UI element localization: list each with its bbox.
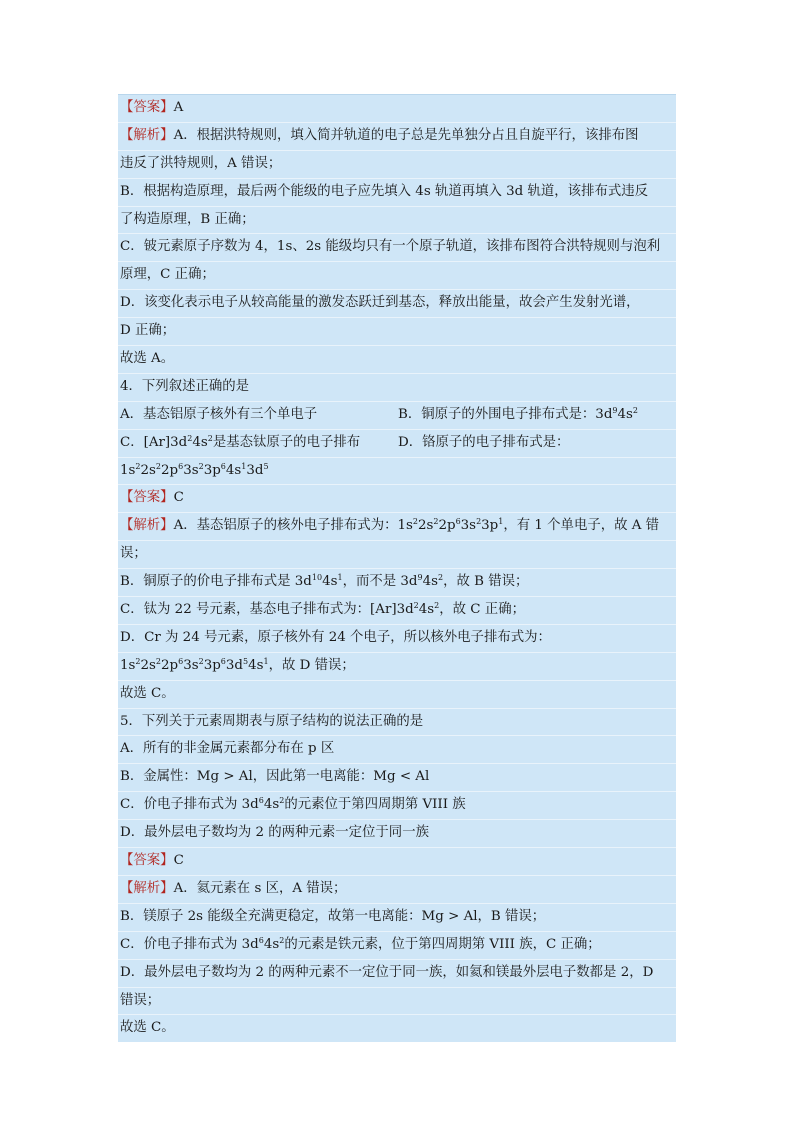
text-line: $1s^22s^22p^63s^23p^64s^13d^5$ [118, 458, 676, 486]
text-line: 4．下列叙述正确的是 [118, 374, 676, 402]
text-line: D．最外层电子数均为 2 的两种元素一定位于同一族 [118, 820, 676, 848]
text-line: B．根据构造原理，最后两个能级的电子应先填入 4s 轨道再填入 3d 轨道，该排布式违反 [118, 179, 676, 207]
text-line: A．所有的非金属元素都分布在 p 区 [118, 736, 676, 764]
text-line: 故选 A。 [118, 346, 676, 374]
answer-document [118, 94, 676, 1042]
text-line: 【解析】A．氦元素在 s 区，A 错误； [118, 876, 676, 904]
text-line: 【答案】C [118, 485, 676, 513]
text-line: 【解析】A．根据洪特规则，填入简并轨道的电子总是先单独分占且自旋平行，该排布图 [118, 123, 676, 151]
text-line: D 正确； [118, 318, 676, 346]
text-line: B．金属性：Mg > Al，因此第一电离能：Mg < Al [118, 764, 676, 792]
text-line: C．铍元素原子序数为 4，1s、2s 能级均只有一个原子轨道，该排布图符合洪特规则与泡利 [118, 234, 676, 262]
text-line: 了构造原理，B 正确； [118, 207, 676, 235]
text-line: $1s^22s^22p^63s^23p^63d^54s^1$，故 D 错误； [118, 653, 676, 681]
option-right: D．铬原子的电子排布式是： [398, 434, 570, 450]
text-line: C．价电子排布式为 $3d^64s^2$的元素位于第四周期第 VIII 族 [118, 792, 676, 820]
text-line [118, 430, 676, 458]
text-line: 故选 C。 [120, 1020, 175, 1036]
text-line: 【解析】A．基态铝原子的核外电子排布式为：$1s^22s^22p^63s^23p^1$，有 1 个单电子，故 A 错 [118, 513, 676, 541]
text-line: 故选 C。 [118, 681, 676, 709]
text-line: 【答案】A [118, 95, 676, 123]
text-line: 误； [118, 541, 676, 569]
text-line: D．最外层电子数均为 2 的两种元素不一定位于同一族，如氦和镁最外层电子数都是 2，D [118, 960, 676, 988]
text-line: 错误； [118, 988, 676, 1016]
text-line: 违反了洪特规则，A 错误； [118, 151, 676, 179]
option-right: B．铜原子的外围电子排布式是：$3d^94s^2$ [398, 405, 638, 422]
option-left: C．$[Ar]3d^24s^2$是基态钛原子的电子排布 [120, 433, 361, 450]
text-line: C．钛为 22 号元素，基态电子排布式为：$[Ar]3d^24s^2$，故 C 正确； [118, 597, 676, 625]
text-line: C．价电子排布式为 $3d^64s^2$的元素是铁元素，位于第四周期第 VIII 族，C 正确； [118, 932, 676, 960]
text-line: B．铜原子的价电子排布式是 $3d^{10}4s^1$，而不是 $3d^94s^2$，故 B 错误； [118, 569, 676, 597]
text-line: 5．下列关于元素周期表与原子结构的说法正确的是 [118, 709, 676, 737]
text-line: 【答案】C [118, 848, 676, 876]
text-line: D．Cr 为 24 号元素，原子核外有 24 个电子，所以核外电子排布式为： [118, 625, 676, 653]
text-line: D．该变化表示电子从较高能量的激发态跃迁到基态，释放出能量，故会产生发射光谱， [118, 290, 676, 318]
text-line [118, 402, 676, 430]
option-left: A．基态铝原子核外有三个单电子 [120, 406, 318, 422]
text-line: 原理，C 正确； [118, 262, 676, 290]
text-line: B．镁原子 2s 能级全充满更稳定，故第一电离能：Mg > Al，B 错误； [118, 904, 676, 932]
